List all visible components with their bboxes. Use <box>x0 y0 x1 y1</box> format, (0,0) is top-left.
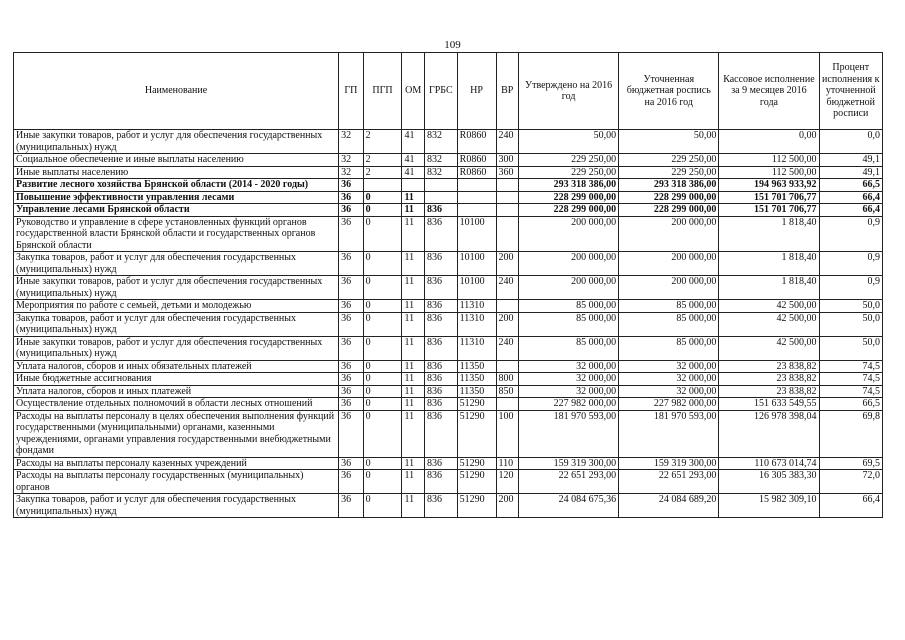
cell-ppgp: 2 <box>363 166 402 179</box>
cell-percent: 66,5 <box>819 398 882 411</box>
cell-vr: 200 <box>496 312 518 336</box>
table-row <box>14 470 883 494</box>
cell-ppgp: 2 <box>363 154 402 167</box>
cell-cash: 151 701 706,77 <box>719 204 819 217</box>
cell-percent: 74,5 <box>819 360 882 373</box>
cell-approved: 229 250,00 <box>518 154 618 167</box>
cell-ppgp <box>363 179 402 192</box>
cell-np: 11350 <box>457 373 496 386</box>
cell-gp: 36 <box>339 360 364 373</box>
cell-revised: 229 250,00 <box>619 166 719 179</box>
table-header-row <box>14 53 883 130</box>
cell-gp: 32 <box>339 154 364 167</box>
cell-percent: 74,5 <box>819 373 882 386</box>
cell-om: 11 <box>402 410 424 457</box>
cell-np: 11310 <box>457 336 496 360</box>
cell-revised: 24 084 689,20 <box>619 494 719 518</box>
cell-np: R0860 <box>457 154 496 167</box>
cell-np: 10100 <box>457 216 496 252</box>
cell-grbs: 836 <box>424 360 457 373</box>
table-row <box>14 191 883 204</box>
cell-vr: 200 <box>496 252 518 276</box>
cell-om: 11 <box>402 312 424 336</box>
cell-vr: 240 <box>496 130 518 154</box>
cell-np <box>457 179 496 192</box>
cell-cash: 194 963 933,92 <box>719 179 819 192</box>
cell-cash: 112 500,00 <box>719 166 819 179</box>
cell-cash: 151 633 549,55 <box>719 398 819 411</box>
cell-grbs: 836 <box>424 216 457 252</box>
cell-name: Закупка товаров, работ и услуг для обеспечения государственных (муниципальных) нужд <box>14 252 339 276</box>
cell-approved: 85 000,00 <box>518 336 618 360</box>
cell-revised: 229 250,00 <box>619 154 719 167</box>
cell-cash: 112 500,00 <box>719 154 819 167</box>
cell-np: 51290 <box>457 494 496 518</box>
cell-revised: 85 000,00 <box>619 312 719 336</box>
cell-ppgp: 0 <box>363 470 402 494</box>
cell-np: R0860 <box>457 166 496 179</box>
cell-approved: 50,00 <box>518 130 618 154</box>
cell-gp: 36 <box>339 457 364 470</box>
header-approved: Утверждено на 2016 год <box>518 53 618 130</box>
cell-name: Иные закупки товаров, работ и услуг для обеспечения государственных (муниципальных) нужд <box>14 130 339 154</box>
cell-ppgp: 0 <box>363 300 402 313</box>
cell-approved: 200 000,00 <box>518 276 618 300</box>
table-row <box>14 494 883 518</box>
cell-approved: 200 000,00 <box>518 252 618 276</box>
cell-ppgp: 0 <box>363 312 402 336</box>
cell-ppgp: 2 <box>363 130 402 154</box>
cell-cash: 16 305 383,30 <box>719 470 819 494</box>
cell-vr: 240 <box>496 336 518 360</box>
cell-name: Расходы на выплаты персоналу государственных (муниципальных) органов <box>14 470 339 494</box>
cell-approved: 228 299 000,00 <box>518 191 618 204</box>
header-name: Наименование <box>14 53 339 130</box>
cell-revised: 32 000,00 <box>619 360 719 373</box>
cell-name: Управление лесами Брянской области <box>14 204 339 217</box>
cell-name: Уплата налогов, сборов и иных платежей <box>14 385 339 398</box>
cell-approved: 228 299 000,00 <box>518 204 618 217</box>
cell-cash: 23 838,82 <box>719 373 819 386</box>
cell-np <box>457 191 496 204</box>
cell-ppgp: 0 <box>363 252 402 276</box>
cell-approved: 227 982 000,00 <box>518 398 618 411</box>
cell-grbs: 836 <box>424 373 457 386</box>
cell-cash: 151 701 706,77 <box>719 191 819 204</box>
table-row <box>14 336 883 360</box>
cell-ppgp: 0 <box>363 216 402 252</box>
cell-np: 11310 <box>457 300 496 313</box>
cell-vr: 240 <box>496 276 518 300</box>
cell-vr <box>496 216 518 252</box>
cell-om: 11 <box>402 300 424 313</box>
cell-approved: 32 000,00 <box>518 385 618 398</box>
cell-vr: 360 <box>496 166 518 179</box>
cell-revised: 228 299 000,00 <box>619 191 719 204</box>
cell-np: 11350 <box>457 360 496 373</box>
cell-vr: 100 <box>496 410 518 457</box>
cell-om: 41 <box>402 154 424 167</box>
header-revised: Уточненная бюджетная роспись на 2016 год <box>619 53 719 130</box>
cell-approved: 181 970 593,00 <box>518 410 618 457</box>
cell-om: 11 <box>402 216 424 252</box>
cell-cash: 0,00 <box>719 130 819 154</box>
cell-approved: 32 000,00 <box>518 373 618 386</box>
cell-approved: 229 250,00 <box>518 166 618 179</box>
cell-gp: 32 <box>339 166 364 179</box>
cell-grbs: 836 <box>424 410 457 457</box>
cell-cash: 42 500,00 <box>719 312 819 336</box>
header-vr: ВР <box>496 53 518 130</box>
cell-gp: 36 <box>339 373 364 386</box>
cell-percent: 69,5 <box>819 457 882 470</box>
cell-gp: 32 <box>339 130 364 154</box>
cell-np: 11350 <box>457 385 496 398</box>
table-row <box>14 312 883 336</box>
cell-om: 11 <box>402 494 424 518</box>
cell-revised: 200 000,00 <box>619 252 719 276</box>
cell-grbs: 836 <box>424 276 457 300</box>
cell-gp: 36 <box>339 216 364 252</box>
cell-revised: 227 982 000,00 <box>619 398 719 411</box>
cell-cash: 42 500,00 <box>719 336 819 360</box>
cell-cash: 23 838,82 <box>719 360 819 373</box>
table-row <box>14 360 883 373</box>
cell-ppgp: 0 <box>363 204 402 217</box>
header-ppgp: ПГП <box>363 53 402 130</box>
table-row <box>14 216 883 252</box>
cell-np: 10100 <box>457 252 496 276</box>
cell-ppgp: 0 <box>363 385 402 398</box>
cell-om: 11 <box>402 276 424 300</box>
cell-percent: 0,9 <box>819 216 882 252</box>
cell-cash: 15 982 309,10 <box>719 494 819 518</box>
cell-vr: 850 <box>496 385 518 398</box>
cell-percent: 49,1 <box>819 154 882 167</box>
cell-percent: 49,1 <box>819 166 882 179</box>
cell-om: 11 <box>402 360 424 373</box>
cell-np: R0860 <box>457 130 496 154</box>
table-row <box>14 276 883 300</box>
cell-grbs: 836 <box>424 312 457 336</box>
cell-approved: 85 000,00 <box>518 312 618 336</box>
cell-grbs <box>424 191 457 204</box>
cell-grbs: 836 <box>424 494 457 518</box>
cell-vr: 200 <box>496 494 518 518</box>
cell-name: Иные бюджетные ассигнования <box>14 373 339 386</box>
cell-gp: 36 <box>339 276 364 300</box>
table-row <box>14 398 883 411</box>
cell-percent: 74,5 <box>819 385 882 398</box>
cell-percent: 66,4 <box>819 191 882 204</box>
table-row <box>14 385 883 398</box>
cell-gp: 36 <box>339 204 364 217</box>
cell-name: Иные выплаты населению <box>14 166 339 179</box>
cell-gp: 36 <box>339 300 364 313</box>
cell-vr <box>496 179 518 192</box>
cell-approved: 32 000,00 <box>518 360 618 373</box>
cell-gp: 36 <box>339 191 364 204</box>
cell-om: 11 <box>402 373 424 386</box>
cell-approved: 24 084 675,36 <box>518 494 618 518</box>
cell-percent: 66,4 <box>819 204 882 217</box>
cell-np <box>457 204 496 217</box>
cell-name: Руководство и управление в сфере установленных функций органов государственной власти Брянской области и государственных органов Брянской области <box>14 216 339 252</box>
cell-ppgp: 0 <box>363 191 402 204</box>
cell-om: 11 <box>402 191 424 204</box>
cell-om: 11 <box>402 385 424 398</box>
cell-grbs: 836 <box>424 252 457 276</box>
cell-vr: 110 <box>496 457 518 470</box>
cell-revised: 159 319 300,00 <box>619 457 719 470</box>
cell-revised: 200 000,00 <box>619 216 719 252</box>
cell-name: Мероприятия по работе с семьей, детьми и молодежью <box>14 300 339 313</box>
table-row <box>14 457 883 470</box>
cell-om: 11 <box>402 470 424 494</box>
cell-revised: 200 000,00 <box>619 276 719 300</box>
cell-name: Расходы на выплаты персоналу в целях обеспечения выполнения функций государственными (муниципальными) органами, казенными учреждениями, органами управления государственными внебюджетными фондами <box>14 410 339 457</box>
cell-om: 11 <box>402 336 424 360</box>
header-gp: ГП <box>339 53 364 130</box>
cell-revised: 228 299 000,00 <box>619 204 719 217</box>
cell-vr <box>496 300 518 313</box>
cell-percent: 50,0 <box>819 300 882 313</box>
cell-gp: 36 <box>339 494 364 518</box>
cell-revised: 32 000,00 <box>619 385 719 398</box>
header-percent: Процент исполнения к уточненной бюджетной росписи <box>819 53 882 130</box>
cell-vr: 800 <box>496 373 518 386</box>
cell-cash: 42 500,00 <box>719 300 819 313</box>
cell-name: Осуществление отдельных полномочий в области лесных отношений <box>14 398 339 411</box>
cell-om: 11 <box>402 252 424 276</box>
table-row <box>14 166 883 179</box>
cell-approved: 159 319 300,00 <box>518 457 618 470</box>
cell-cash: 1 818,40 <box>719 276 819 300</box>
cell-percent: 0,9 <box>819 276 882 300</box>
cell-revised: 22 651 293,00 <box>619 470 719 494</box>
cell-grbs: 832 <box>424 166 457 179</box>
cell-cash: 110 673 014,74 <box>719 457 819 470</box>
cell-grbs: 836 <box>424 470 457 494</box>
cell-vr: 120 <box>496 470 518 494</box>
cell-ppgp: 0 <box>363 360 402 373</box>
cell-ppgp: 0 <box>363 494 402 518</box>
cell-np: 11310 <box>457 312 496 336</box>
cell-vr <box>496 191 518 204</box>
cell-om: 11 <box>402 457 424 470</box>
cell-ppgp: 0 <box>363 373 402 386</box>
cell-revised: 85 000,00 <box>619 336 719 360</box>
cell-revised: 32 000,00 <box>619 373 719 386</box>
cell-gp: 36 <box>339 398 364 411</box>
table-row <box>14 300 883 313</box>
cell-approved: 85 000,00 <box>518 300 618 313</box>
table-row <box>14 373 883 386</box>
cell-name: Закупка товаров, работ и услуг для обеспечения государственных (муниципальных) нужд <box>14 494 339 518</box>
table-row <box>14 130 883 154</box>
cell-om: 41 <box>402 130 424 154</box>
cell-ppgp: 0 <box>363 410 402 457</box>
cell-gp: 36 <box>339 336 364 360</box>
cell-np: 51290 <box>457 470 496 494</box>
cell-np: 51290 <box>457 457 496 470</box>
cell-vr <box>496 204 518 217</box>
cell-name: Расходы на выплаты персоналу казенных учреждений <box>14 457 339 470</box>
cell-percent: 50,0 <box>819 312 882 336</box>
cell-gp: 36 <box>339 410 364 457</box>
header-cash: Кассовое исполнение за 9 месяцев 2016 года <box>719 53 819 130</box>
cell-name: Иные закупки товаров, работ и услуг для обеспечения государственных (муниципальных) нужд <box>14 276 339 300</box>
cell-gp: 36 <box>339 385 364 398</box>
cell-name: Уплата налогов, сборов и иных обязательных платежей <box>14 360 339 373</box>
table-row <box>14 154 883 167</box>
cell-name: Развитие лесного хозяйства Брянской области (2014 - 2020 годы) <box>14 179 339 192</box>
cell-grbs: 836 <box>424 300 457 313</box>
cell-vr: 300 <box>496 154 518 167</box>
cell-ppgp: 0 <box>363 457 402 470</box>
cell-percent: 0,9 <box>819 252 882 276</box>
table-row <box>14 179 883 192</box>
cell-cash: 1 818,40 <box>719 252 819 276</box>
cell-percent: 69,8 <box>819 410 882 457</box>
cell-gp: 36 <box>339 252 364 276</box>
cell-om: 41 <box>402 166 424 179</box>
cell-gp: 36 <box>339 470 364 494</box>
cell-approved: 22 651 293,00 <box>518 470 618 494</box>
cell-grbs: 836 <box>424 336 457 360</box>
cell-grbs: 832 <box>424 130 457 154</box>
header-np: НР <box>457 53 496 130</box>
budget-table <box>13 52 883 518</box>
cell-percent: 66,4 <box>819 494 882 518</box>
cell-revised: 85 000,00 <box>619 300 719 313</box>
cell-np: 51290 <box>457 398 496 411</box>
cell-revised: 293 318 386,00 <box>619 179 719 192</box>
cell-cash: 23 838,82 <box>719 385 819 398</box>
cell-name: Повышение эффективности управления лесами <box>14 191 339 204</box>
cell-ppgp: 0 <box>363 336 402 360</box>
cell-percent: 66,5 <box>819 179 882 192</box>
cell-revised: 50,00 <box>619 130 719 154</box>
cell-name: Иные закупки товаров, работ и услуг для обеспечения государственных (муниципальных) нужд <box>14 336 339 360</box>
cell-om: 11 <box>402 204 424 217</box>
page-number: 109 <box>444 39 461 51</box>
table-row <box>14 410 883 457</box>
cell-grbs: 836 <box>424 385 457 398</box>
cell-ppgp: 0 <box>363 398 402 411</box>
cell-name: Социальное обеспечение и иные выплаты населению <box>14 154 339 167</box>
cell-vr <box>496 398 518 411</box>
cell-om <box>402 179 424 192</box>
cell-gp: 36 <box>339 179 364 192</box>
table-row <box>14 204 883 217</box>
cell-revised: 181 970 593,00 <box>619 410 719 457</box>
cell-percent: 0,0 <box>819 130 882 154</box>
cell-grbs: 836 <box>424 204 457 217</box>
cell-np: 10100 <box>457 276 496 300</box>
cell-cash: 126 978 398,04 <box>719 410 819 457</box>
cell-vr <box>496 360 518 373</box>
cell-grbs: 836 <box>424 457 457 470</box>
cell-percent: 72,0 <box>819 470 882 494</box>
cell-approved: 293 318 386,00 <box>518 179 618 192</box>
cell-ppgp: 0 <box>363 276 402 300</box>
cell-percent: 50,0 <box>819 336 882 360</box>
cell-grbs <box>424 179 457 192</box>
cell-approved: 200 000,00 <box>518 216 618 252</box>
table-row <box>14 252 883 276</box>
cell-cash: 1 818,40 <box>719 216 819 252</box>
cell-grbs: 836 <box>424 398 457 411</box>
cell-grbs: 832 <box>424 154 457 167</box>
cell-gp: 36 <box>339 312 364 336</box>
cell-np: 51290 <box>457 410 496 457</box>
header-om: ОМ <box>402 53 424 130</box>
cell-om: 11 <box>402 398 424 411</box>
header-grbs: ГРБС <box>424 53 457 130</box>
cell-name: Закупка товаров, работ и услуг для обеспечения государственных (муниципальных) нужд <box>14 312 339 336</box>
